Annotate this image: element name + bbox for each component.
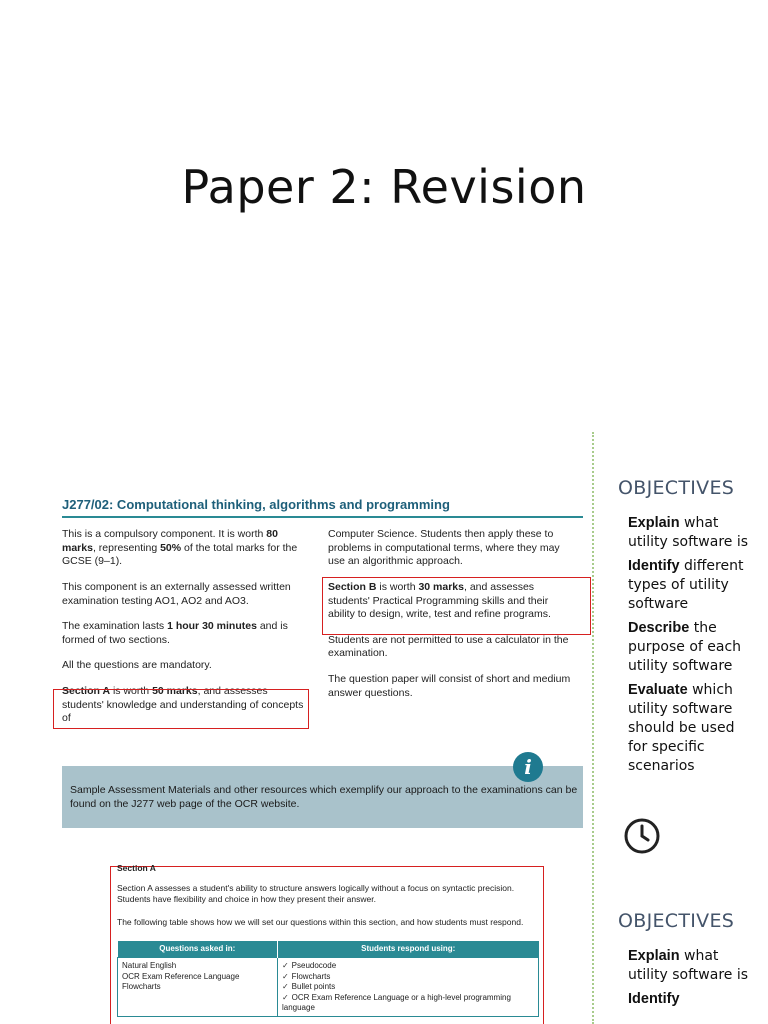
section-a-title: Section A (117, 863, 156, 873)
section-b-highlight (322, 577, 591, 635)
spec-paragraph: Students are not permitted to use a calculator in the examination. (328, 633, 569, 660)
info-text: Sample Assessment Materials and other resources which exemplify our approach to the examinations can be found on the J277 web page of the OCR website. (70, 784, 578, 810)
objectives-heading: OBJECTIVES (618, 477, 735, 499)
objective-verb: Explain (628, 515, 680, 531)
panel-divider (592, 432, 594, 1024)
objectives-list-2 (628, 947, 756, 1014)
respond-using-item: ✓ Flowcharts (281, 971, 331, 981)
objectives-heading-2: OBJECTIVES (618, 910, 735, 932)
checkmark-icon: ✓ (281, 982, 289, 992)
section-a-box (110, 863, 544, 1024)
spec-paragraph: The examination lasts 1 hour 30 minutes and is formed of two sections. (62, 620, 288, 646)
respond-using-cell (277, 958, 538, 1017)
respond-using-item: ✓ Pseudocode (281, 961, 337, 971)
spec-paragraph: The question paper will consist of short and medium answer questions. (328, 673, 571, 699)
spec-paragraph: Section B is worth 30 marks, and assesses students' Practical Programming skills and their ability to design, write, test and refine programs. (328, 580, 551, 621)
section-a-description: Section A assesses a student's ability to structure answers logically without a focus on syntactic precision. Students have flexibility and choice in how they present their answer. (117, 883, 515, 905)
objective-item: Describe the purpose of each utility software (628, 620, 742, 674)
objective-item: Identify different types of utility software (628, 558, 744, 612)
section-a-table (117, 941, 539, 1017)
objective-verb: Evaluate (628, 682, 688, 698)
clock-icon (623, 817, 661, 855)
spec-paragraph: This is a compulsory component. It is worth 80 marks, representing 50% of the total marks for the GCSE (9–1). (62, 528, 298, 568)
spec-document (52, 490, 592, 1024)
objective-item (628, 990, 756, 1009)
objective-verb: Identify (628, 558, 680, 574)
spec-paragraph: Section A is worth 50 marks, and assesses students' knowledge and understanding of concepts of (62, 685, 304, 725)
table-row (118, 958, 539, 1017)
checkmark-icon: ✓ (281, 971, 289, 981)
spec-heading: J277/02: Computational thinking, algorithms and programming (62, 497, 450, 512)
objective-verb: Explain (628, 948, 680, 964)
objective-item: Evaluate which utility software should be used for specific scenarios (628, 682, 735, 774)
objective-item: Explain what utility software is (628, 515, 749, 550)
respond-using-item: ✓ OCR Exam Reference Language or a high-level programming language (281, 992, 511, 1012)
objective-verb: Identify (628, 991, 680, 1007)
spec-paragraph: Computer Science. Students then apply these to problems in computational terms, where they may use an algorithmic approach. (328, 528, 560, 568)
objective-verb: Describe (628, 620, 690, 636)
respond-using-item: ✓ Bullet points (281, 982, 336, 992)
table-header-asked: Questions asked in: (118, 941, 278, 958)
asked-in-item: Natural English (122, 961, 177, 971)
asked-in-item: OCR Exam Reference Language (122, 971, 240, 981)
info-banner (62, 766, 583, 828)
table-header-respond: Students respond using: (277, 941, 538, 958)
objectives-list (628, 514, 756, 781)
spec-paragraph: This component is an externally assessed written examination testing AO1, AO2 and AO3. (62, 580, 291, 607)
info-icon: i (513, 752, 543, 782)
asked-in-item: Flowcharts (122, 982, 161, 992)
asked-in-cell (118, 958, 278, 1017)
spec-paragraph: All the questions are mandatory. (62, 659, 212, 672)
heading-rule (62, 516, 583, 518)
checkmark-icon: ✓ (281, 961, 289, 971)
checkmark-icon: ✓ (281, 992, 289, 1002)
objective-item: Explain what utility software is (628, 948, 749, 983)
section-a-highlight (53, 689, 309, 729)
section-a-table-intro: The following table shows how we will set our questions within this section, and how students must respond. (117, 917, 524, 927)
slide-title: Paper 2: Revision (181, 160, 587, 214)
